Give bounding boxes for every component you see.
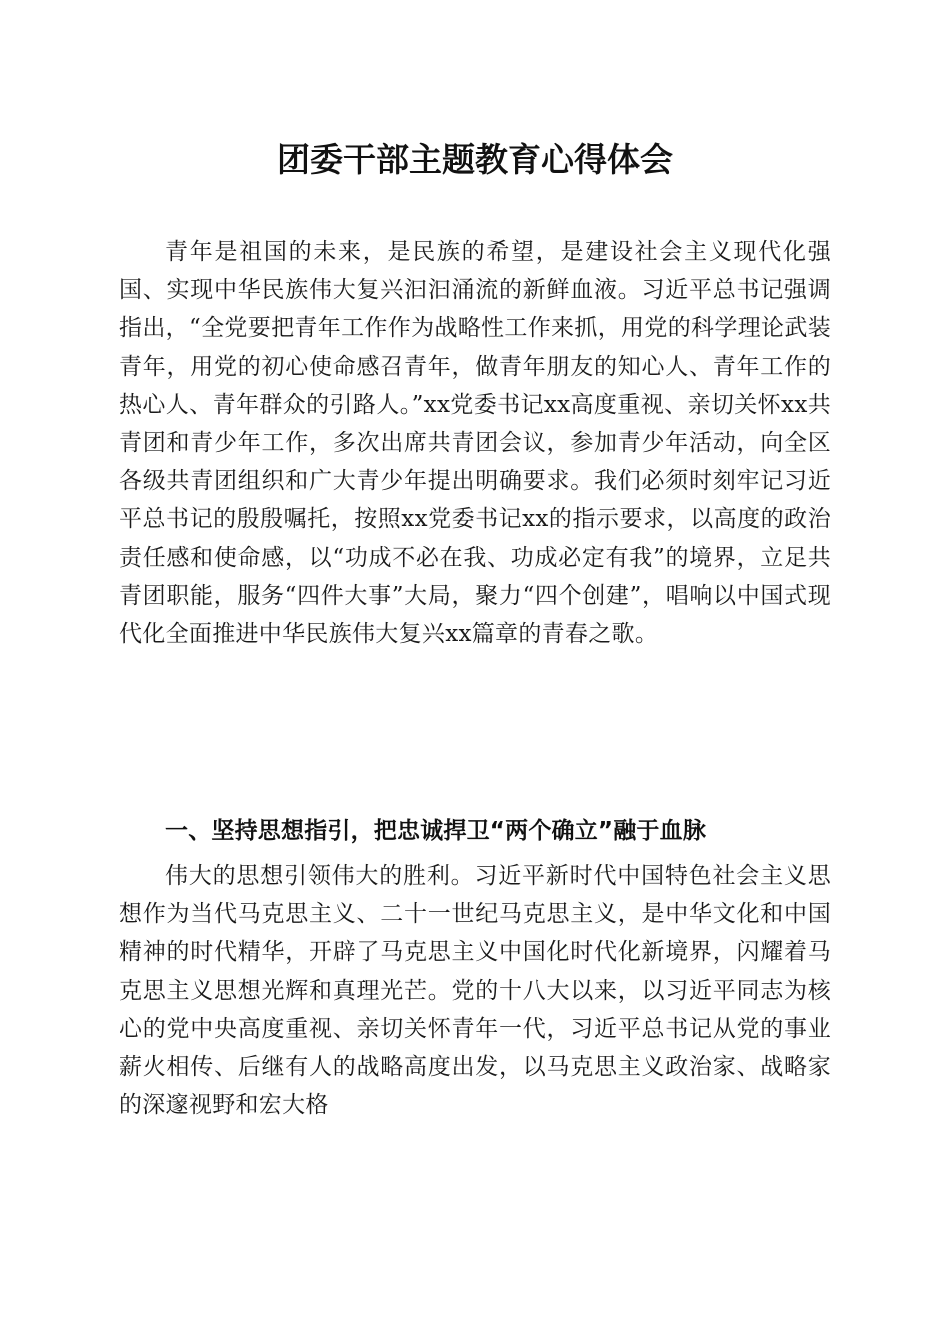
section-heading-1: 一、坚持思想指引，把忠诚捍卫“两个确立”融于血脉 bbox=[165, 818, 707, 844]
document-title: 团委干部主题教育心得体会 bbox=[277, 140, 673, 179]
paragraph-section-1: 伟大的思想引领伟大的胜利。习近平新时代中国特色社会主义思想作为当代马克思主义、二十一世纪马克思主义，是中华文化和中国精神的时代精华，开辟了马克思主义中国化时代化新境界，闪耀着马克思主义思想光辉和真理光芒。党的十八大以来，以习近平同志为核心的党中央高度重视、亲切关怀青年一代，习近平总书记从党的事业薪火相传、后继有人的战略高度出发，以马克思主义政治家、战略家的深邃视野和宏大格 bbox=[119, 863, 831, 1119]
paragraph-intro: 青年是祖国的未来，是民族的希望，是建设社会主义现代化强国、实现中华民族伟大复兴汩汩涌流的新鲜血液。习近平总书记强调指出，“全党要把青年工作作为战略性工作来抓，用党的科学理论武装青年，用党的初心使命感召青年，做青年朋友的知心人、青年工作的热心人、青年群众的引路人。”xx党委书记xx高度重视、亲切关怀xx共青团和青少年工作，多次出席共青团会议，参加青少年活动，向全区各级共青团组织和广大青少年提出明确要求。我们必须时刻牢记习近平总书记的殷殷嘱托，按照xx党委书记xx的指示要求，以高度的政治责任感和使命感，以“功成不必在我、功成必定有我”的境界，立足共青团职能，服务“四件大事”大局，聚力“四个创建”，唱响以中国式现代化全面推进中华民族伟大复兴xx篇章的青春之歌。 bbox=[119, 239, 831, 648]
